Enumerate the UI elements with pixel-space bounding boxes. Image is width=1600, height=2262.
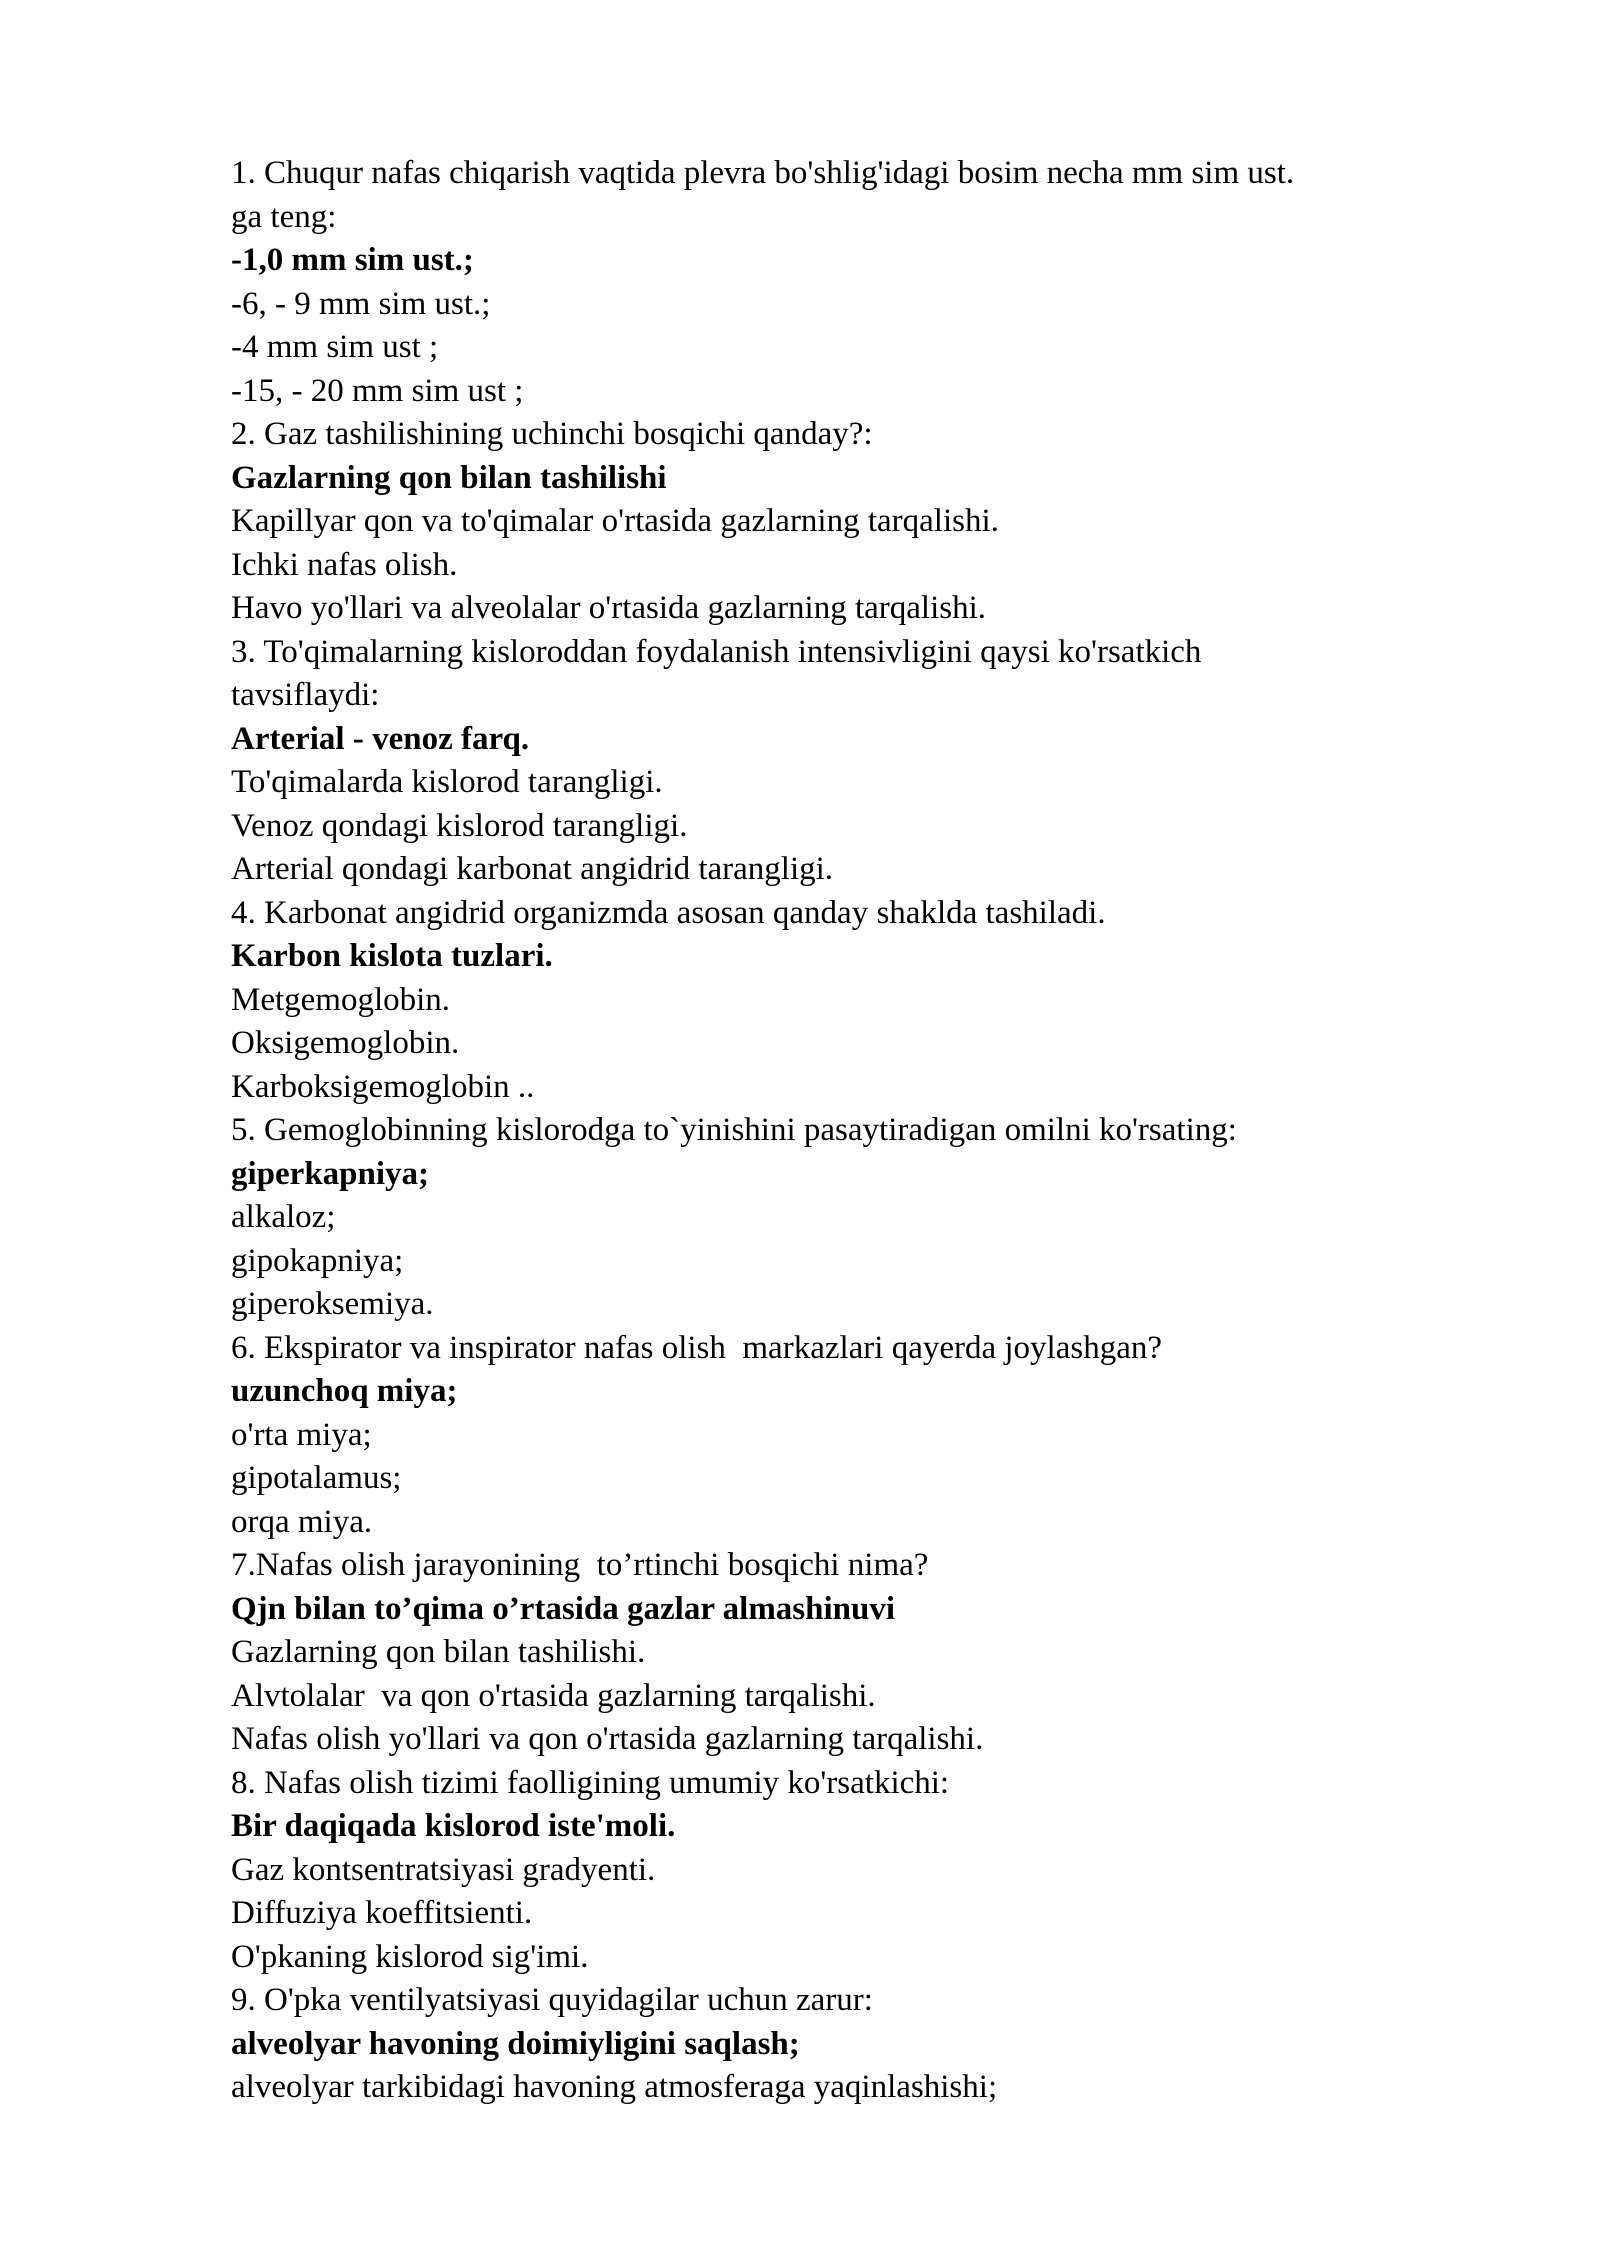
answer-option: Alvtolalar va qon o'rtasida gazlarning tarqalishi. xyxy=(231,1677,876,1714)
answer-option: Ichki nafas olish. xyxy=(231,546,458,583)
answer-option: Nafas olish yo'llari va qon o'rtasida gazlarning tarqalishi. xyxy=(231,1721,984,1757)
correct-answer: Qjn bilan to’qima o’rtasida gazlar almashinuvi xyxy=(231,1590,896,1627)
question-text: tavsiflaydi: xyxy=(231,677,380,713)
answer-option: To'qimalarda kislorod tarangligi. xyxy=(231,764,663,800)
question-block xyxy=(231,152,1481,413)
question-block xyxy=(231,1109,1481,1327)
answer-option: Metgemoglobin. xyxy=(231,981,451,1018)
question-text: 7.Nafas olish jarayonining to’rtinchi bosqichi nima? xyxy=(231,1547,929,1583)
question-text: 6. Ekspirator va inspirator nafas olish markazlari qayerda joylashgan? xyxy=(231,1329,1163,1366)
question-text: 5. Gemoglobinning kislorodga to`yinishini pasaytiradigan omilni ko'rsating: xyxy=(231,1112,1237,1148)
answer-option: Gazlarning qon bilan tashilishi. xyxy=(231,1634,646,1670)
correct-answer: Bir daqiqada kislorod iste'moli. xyxy=(231,1808,676,1844)
answer-option: Oksigemoglobin. xyxy=(231,1025,460,1061)
correct-answer: uzunchoq miya; xyxy=(231,1373,458,1409)
question-block xyxy=(231,892,1481,1110)
correct-answer: Arterial - venoz farq. xyxy=(231,720,530,757)
question-text: 3. To'qimalarning kisloroddan foydalanish intensivligini qaysi ko'rsatkich xyxy=(231,633,1202,670)
question-block xyxy=(231,1544,1481,1762)
answer-option: -15, - 20 mm sim ust ; xyxy=(231,372,524,409)
answer-option: Kapillyar qon va to'qimalar o'rtasida gazlarning tarqalishi. xyxy=(231,503,999,539)
question-text: 2. Gaz tashilishining uchinchi bosqichi qanday?: xyxy=(231,416,873,452)
correct-answer: giperkapniya; xyxy=(231,1155,430,1192)
question-text: 4. Karbonat angidrid organizmda asosan qanday shaklda tashiladi. xyxy=(231,894,1106,931)
answer-option: -6, - 9 mm sim ust.; xyxy=(231,285,491,322)
answer-option: -4 mm sim ust ; xyxy=(231,329,439,365)
correct-answer: Gazlarning qon bilan tashilishi xyxy=(231,459,667,496)
document-page xyxy=(231,152,1481,2110)
correct-answer: -1,0 mm sim ust.; xyxy=(231,242,474,278)
question-block xyxy=(231,1762,1481,1980)
answer-option: giperoksemiya. xyxy=(231,1286,434,1322)
answer-option: gipotalamus; xyxy=(231,1460,402,1496)
answer-option: Karboksigemoglobin .. xyxy=(231,1068,535,1105)
answer-option: alkaloz; xyxy=(231,1199,336,1235)
question-block xyxy=(231,413,1481,631)
answer-option: O'pkaning kislorod sig'imi. xyxy=(231,1938,589,1975)
answer-option: Gaz kontsentratsiyasi gradyenti. xyxy=(231,1851,656,1888)
answer-option: Arterial qondagi karbonat angidrid tarangligi. xyxy=(231,851,834,887)
answer-option: alveolyar tarkibidagi havoning atmosferaga yaqinlashishi; xyxy=(231,2069,998,2105)
answer-option: o'rta miya; xyxy=(231,1416,372,1453)
question-block xyxy=(231,631,1481,892)
question-block xyxy=(231,1327,1481,1545)
question-text: 9. O'pka ventilyatsiyasi quyidagilar uchun zarur: xyxy=(231,1982,873,2018)
answer-option: gipokapniya; xyxy=(231,1242,404,1279)
question-text: 1. Chuqur nafas chiqarish vaqtida plevra bo'shlig'idagi bosim necha mm sim ust. xyxy=(231,155,1295,191)
answer-option: Havo yo'llari va alveolalar o'rtasida gazlarning tarqalishi. xyxy=(231,590,987,626)
answer-option: Venoz qondagi kislorod tarangligi. xyxy=(231,807,688,844)
question-text: 8. Nafas olish tizimi faolligining umumiy ko'rsatkichi: xyxy=(231,1764,950,1801)
question-block xyxy=(231,1979,1481,2110)
correct-answer: alveolyar havoning doimiyligini saqlash; xyxy=(231,2025,800,2062)
answer-option: orqa miya. xyxy=(231,1503,373,1540)
question-text: ga teng: xyxy=(231,198,337,235)
correct-answer: Karbon kislota tuzlari. xyxy=(231,938,553,974)
answer-option: Diffuziya koeffitsienti. xyxy=(231,1895,533,1931)
